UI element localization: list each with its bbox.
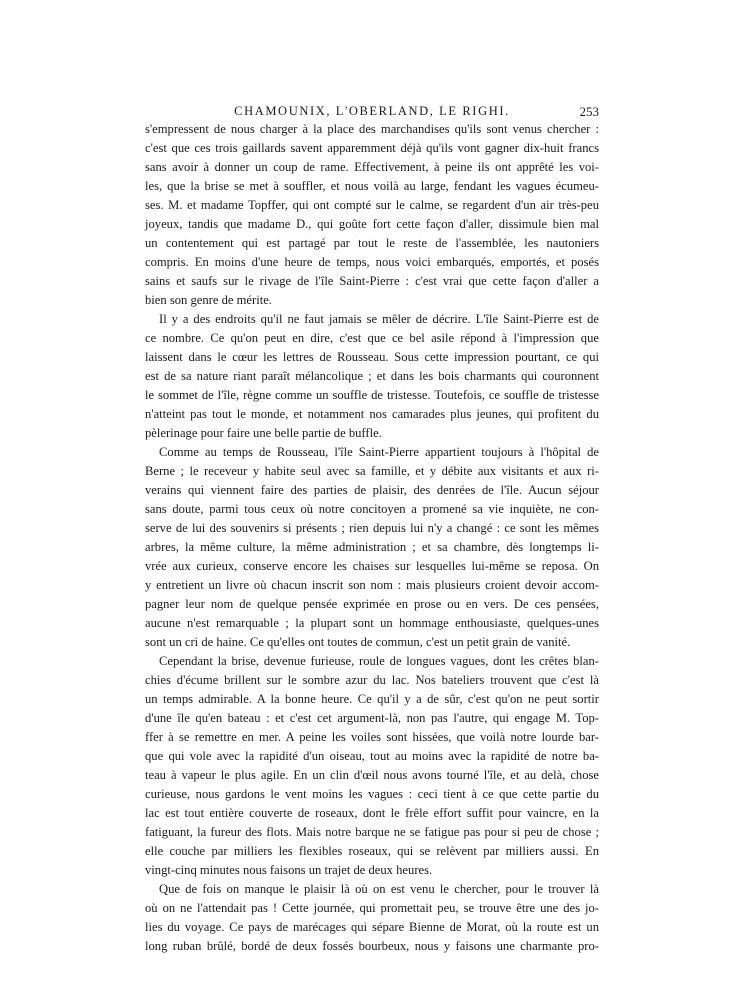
text-line: vingt-cinq minutes nous faisons un trajet de deux heures. [145,863,433,877]
paragraph [145,443,599,652]
text-line: lac est tout entière couverte de roseaux, dont le frêle effort suffit pour vaincre, en la [145,806,599,820]
text-line: serve de lui des souvenirs si présents ; rien depuis lui n'y a changé : ce sont les mêmes [145,521,599,535]
text-line: s'empressent de nous charger à la place des marchandises qu'ils sont venus chercher : [145,122,599,136]
text-line: que qui vole avec la rapidité d'un oiseau, tout au moins avec la rapidité de notre ba- [145,749,599,763]
text-line: ce nombre. Ce qu'on peut en dire, c'est que ce bel asile répond à l'impression que [145,331,599,345]
text-line: les, que la brise se met à souffler, et nous voilà au large, fendant les vagues écumeu- [145,179,599,193]
text-line: ses. M. et madame Topffer, qui ont compté sur le calme, se regardent d'un air très-peu [145,198,599,212]
text-line: elle couche par milliers les flexibles roseaux, qui se relèvent par milliers aussi. En [145,844,599,858]
text-line: lies du voyage. Ce pays de marécages qui sépare Bienne de Morat, où la route est un [145,920,599,934]
paragraph [145,310,599,443]
text-line: aucune n'est remarquable ; la plupart sont un hommage enthousiaste, quelques-unes [145,616,599,630]
text-line: n'atteint pas tout le monde, et notamment nos camarades plus jeunes, qui profitent du [145,407,599,421]
text-line: c'est que ces trois gaillards savent apparemment déjà qu'ils vont gagner dix-huit francs [145,141,599,155]
text-line: chies d'écume brillent sur le sombre azur du lac. Nos bateliers trouvent que c'est là [145,673,599,687]
text-line: d'une île qu'en bateau : et c'est cet argument-là, non pas l'autre, qui engage M. Top- [145,711,599,725]
text-line: joyeux, tandis que madame D., qui goûte fort cette façon d'aller, dissimule bien mal [145,217,599,231]
text-line: teau à vapeur le plus agile. En un clin d'œil nous avons tourné l'île, et au delà, chose [145,768,599,782]
text-line: Berne ; le receveur y habite seul avec sa famille, et y débite aux visitants et aux ri- [145,464,599,478]
text-line: verains qui viennent faire des parties de plaisir, des denrées de l'île. Aucun séjour [145,483,599,497]
text-line: sains et saufs sur le rivage de l'île Saint-Pierre : c'est vrai que cette façon d'aller a [145,274,599,288]
text-line: sans avoir à donner un coup de rame. Effectivement, à peine ils ont apprêté les voi- [145,160,599,174]
text-line: un contentement qui est partagé par tout le reste de l'assemblée, les nautoniers [145,236,599,250]
paragraph [145,120,599,310]
text-line: long ruban brûlé, bordé de deux fossés bourbeux, nous y faisons une charmante pro- [145,939,599,953]
text-line: y entretient un livre où chacun inscrit son nom : mais plusieurs croient devoir accom- [145,578,599,592]
text-line: Comme au temps de Rousseau, l'île Saint-Pierre appartient toujours à l'hôpital de [159,445,599,459]
text-line: curieuse, nous gardons le vent moins les vagues : ceci tient à ce que cette partie du [145,787,599,801]
text-line: un temps admirable. A la bonne heure. Ce qu'il y a de sûr, c'est qu'on ne peut sortir [145,692,599,706]
text-line: pèlerinage pour faire une belle partie de buffle. [145,426,382,440]
text-line: Cependant la brise, devenue furieuse, roule de longues vagues, dont les crêtes blan- [159,654,599,668]
text-line: sans doute, parmi tous ceux où notre concitoyen a promené sa vie inquiète, ne con- [145,502,599,516]
text-line: ffer à se remettre en mer. A peine les voiles sont hissées, que voilà notre lourde bar- [145,730,599,744]
text-line: sont un cri de haine. Ce qu'elles ont toutes de commun, c'est un petit grain de vanité. [145,635,571,649]
page-number: 253 [579,104,599,119]
text-line: est de sa nature riant paraît mélancolique ; et dans les bois charmants qui couronnent [145,369,599,383]
text-line: laissent dans le cœur les lettres de Rousseau. Sous cette impression pourtant, ce qui [145,350,599,364]
text-line: compris. En moins d'une heure de temps, nous voici embarqués, emportés, et posés [145,255,599,269]
running-title: CHAMOUNIX, L'OBERLAND, LE RIGHI. [234,104,510,118]
text-line: pagner leur nom de quelque pensée exprimée en prose ou en vers. De ces pensées, [145,597,599,611]
text-line: vrée aux curieux, conserve encore les chaises sur lesquelles lui-même se reposa. On [145,559,599,573]
text-line: Il y a des endroits qu'il ne faut jamais se mêler de décrire. L'île Saint-Pierre est de [159,312,599,326]
text-line: fatiguant, la fureur des flots. Mais notre barque ne se fatigue pas pour si peu de chose ; [145,825,599,839]
text-line: où on ne l'attendait pas ! Cette journée, qui promettait peu, se trouve être une des jo- [145,901,599,915]
paragraph [145,880,599,956]
text-line: bien son genre de mérite. [145,293,272,307]
text-line: Que de fois on manque le plaisir là où on est venu le chercher, pour le trouver là [159,882,599,896]
text-line: arbres, la même culture, la même administration ; et sa chambre, dès longtemps li- [145,540,599,554]
paragraph [145,652,599,880]
text-line: le sommet de l'île, règne comme un souffle de tristesse. Toutefois, ce souffle de tristesse [145,388,599,402]
body-text [145,120,599,956]
